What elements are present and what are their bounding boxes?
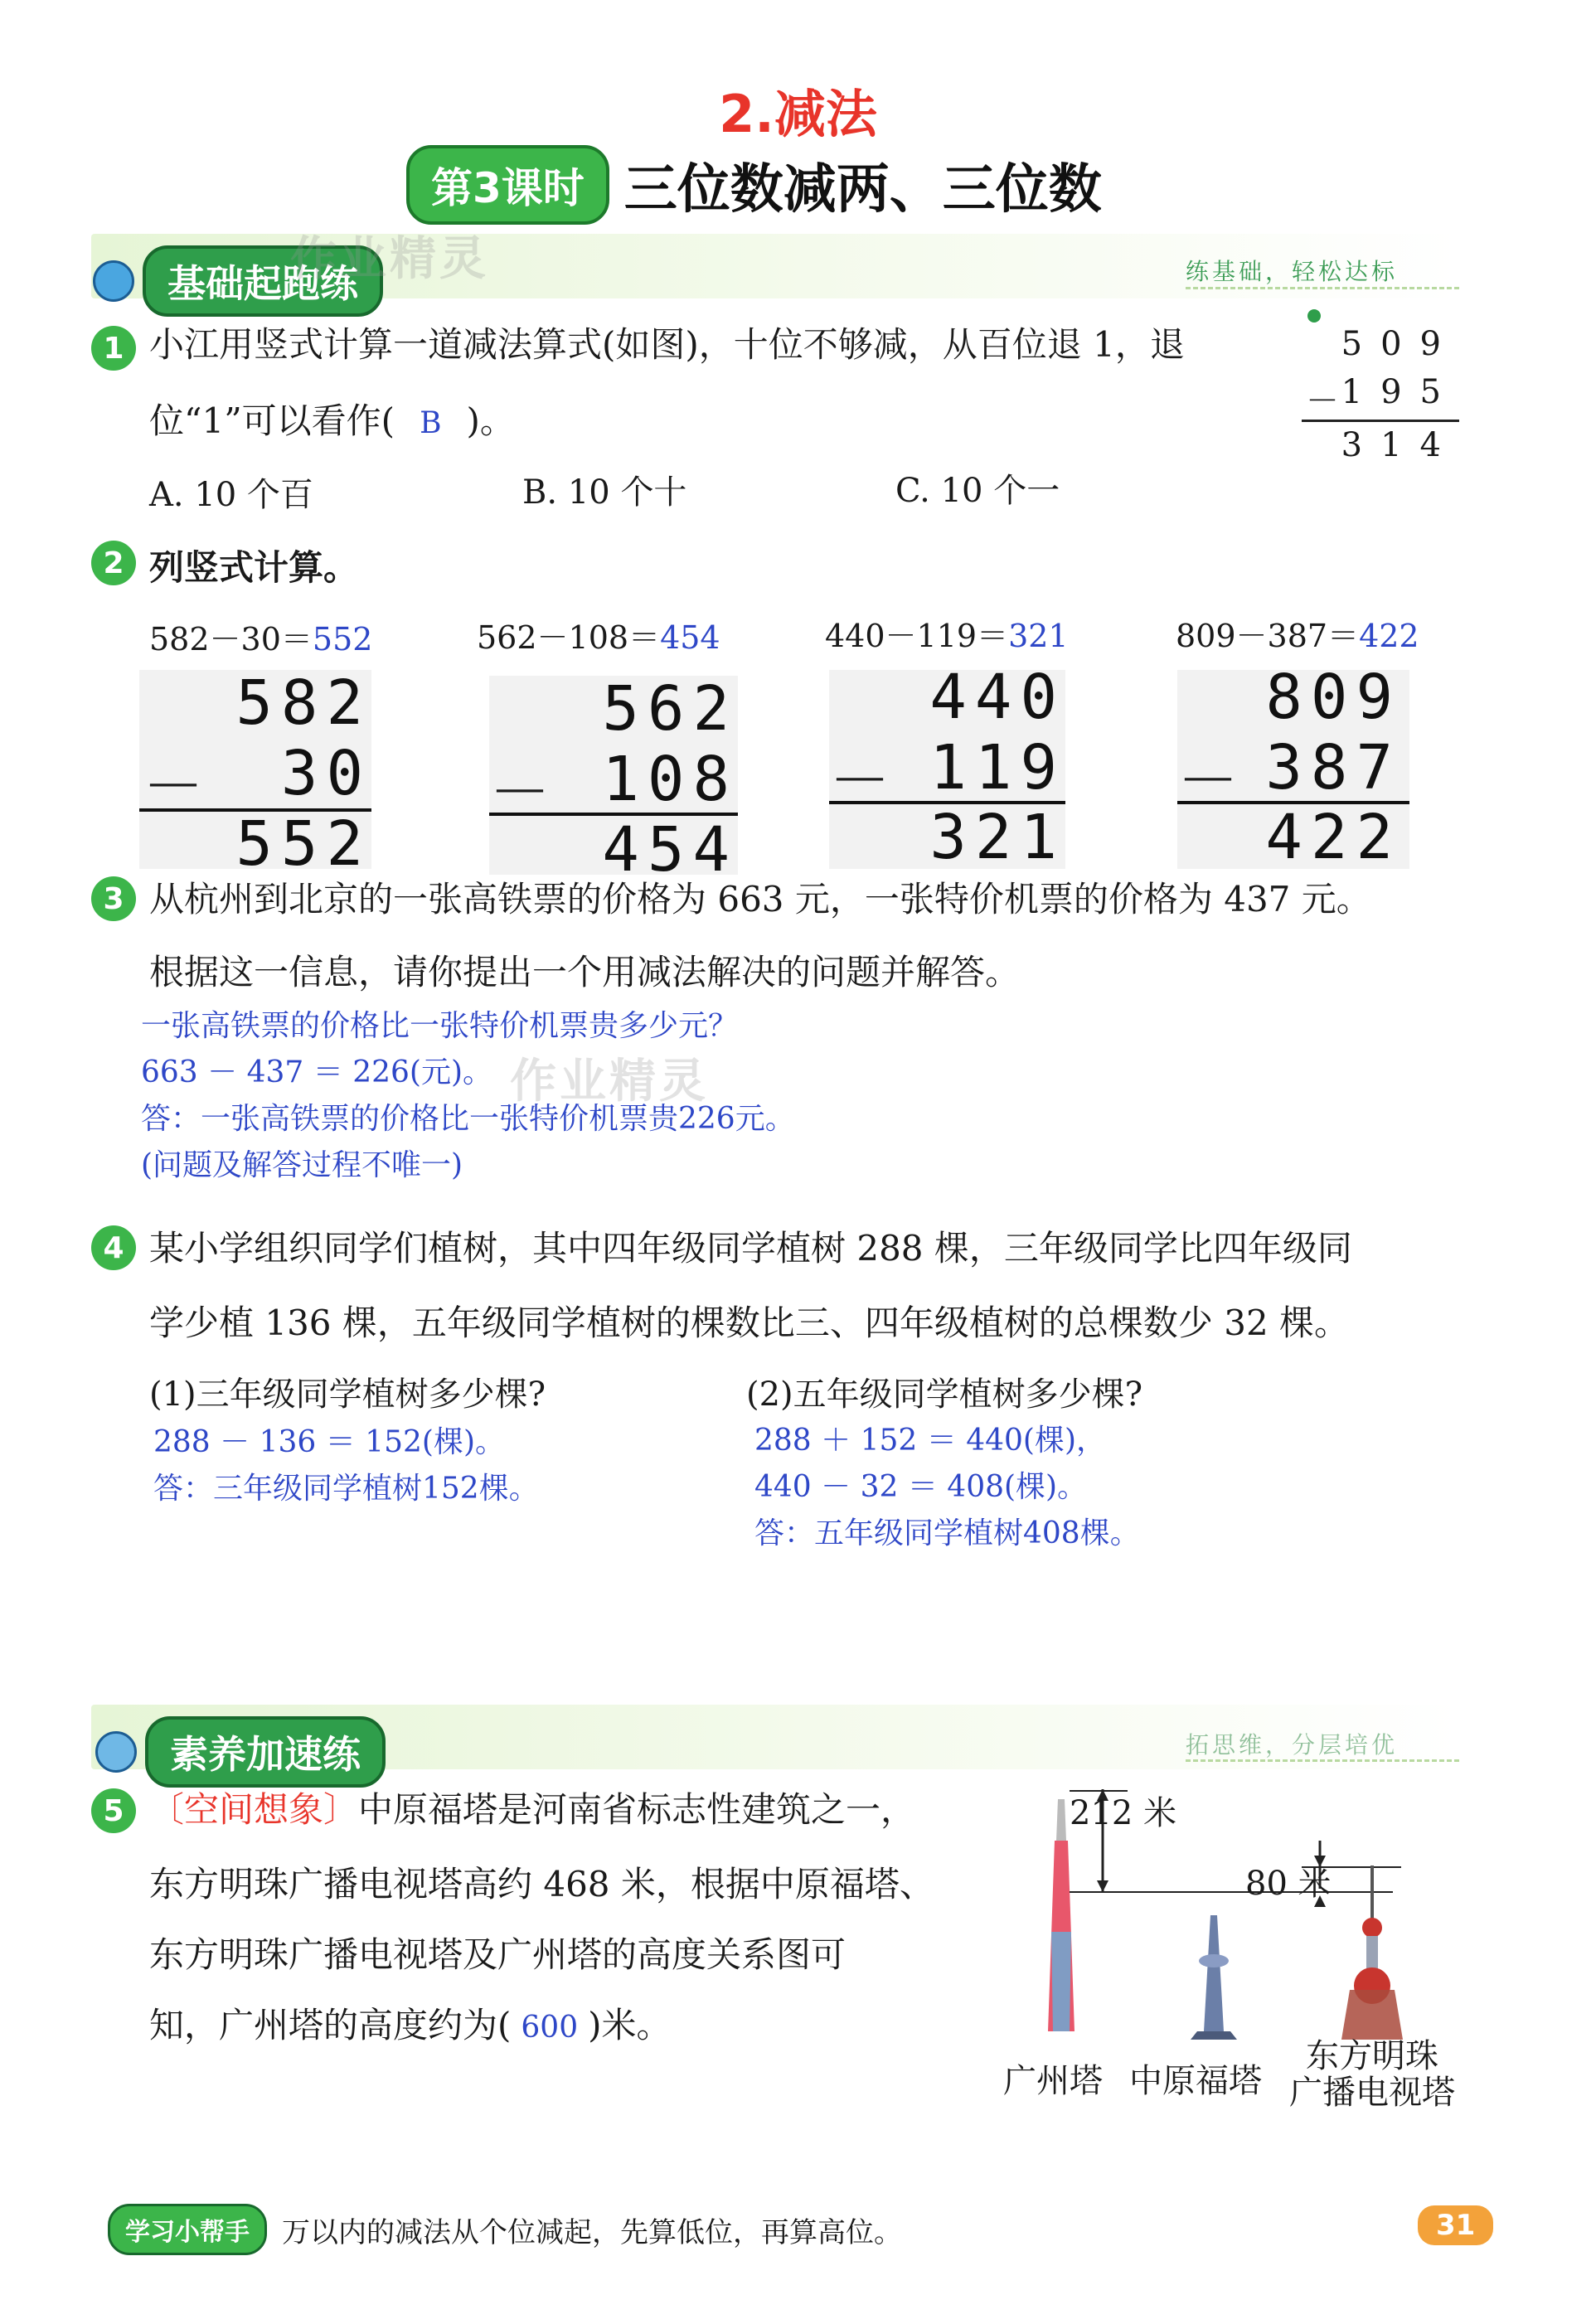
q1-vertical-sub: 195 xyxy=(1341,373,1459,411)
q2-vertical-1-top: 582 xyxy=(235,667,371,739)
q5-answer: 600 xyxy=(521,2011,579,2045)
footer-tip xyxy=(108,2204,902,2255)
q2-expr-1-answer: 552 xyxy=(312,621,373,657)
q4-answer2-equation1: 288 ＋ 152 ＝ 440(棵)， xyxy=(754,1424,1107,1458)
q2-vertical-1-minus: － xyxy=(143,751,204,822)
q4-line2: 学少植 136 棵，五年级同学植树的棵数比三、四年级植树的总棵数少 32 棵。 xyxy=(149,1303,1350,1343)
q2-expr-3 xyxy=(825,610,1069,656)
lesson-header xyxy=(406,145,1102,225)
section-basic-note: 练基础，轻松达标 xyxy=(1186,258,1399,285)
question-number-1: 1 xyxy=(91,326,136,371)
plane-icon xyxy=(95,1731,137,1773)
pearl-tower-top-ball xyxy=(1362,1918,1382,1938)
q2-vertical-3-minus: － xyxy=(829,745,890,817)
rocket-icon xyxy=(93,260,134,302)
q2-expr-4 xyxy=(1176,610,1419,656)
q5-tag: 〔空间想象〕 xyxy=(149,1789,359,1830)
q1-line2 xyxy=(149,383,1293,462)
q2-expr-2-text: 562－108＝ xyxy=(477,619,661,656)
q1-option-b: B. 10 个十 xyxy=(522,473,687,512)
q1-answer: B xyxy=(420,406,442,440)
label-pearl-tower xyxy=(1289,2038,1455,2111)
chapter-title: 2.减法 xyxy=(719,84,877,144)
zhongyuan-tower-pod xyxy=(1199,1954,1229,1967)
q5-line4-post: )米。 xyxy=(588,2005,672,2045)
q1-line1: 小江用竖式计算一道减法算式(如图)，十位不够减，从百位退 1，退 xyxy=(149,324,1185,365)
q4-sub1: (1)三年级同学植树多少棵? xyxy=(149,1375,546,1414)
q2-vertical-2-sub: 108 xyxy=(602,744,738,815)
divider xyxy=(1186,287,1459,289)
q2-title: 列竖式计算。 xyxy=(149,547,359,588)
q5-line1 xyxy=(149,1783,915,1832)
footer-badge: 学习小帮手 xyxy=(108,2204,267,2255)
canton-tower-spire xyxy=(1056,1799,1066,1841)
q4-answer2-sentence: 答：五年级同学植树408棵。 xyxy=(754,1516,1140,1550)
q2-vertical-3-top: 440 xyxy=(929,662,1065,733)
zhongyuan-tower-icon xyxy=(1204,1915,1224,2031)
q2-vertical-4-result: 422 xyxy=(1265,802,1401,873)
q1-line2-post: )。 xyxy=(466,400,515,441)
q1-line2-pre: 位“1”可以看作( xyxy=(149,400,395,441)
section-advanced-label: 素养加速练 xyxy=(145,1716,386,1788)
q1-text xyxy=(149,307,1293,462)
page-number: 31 xyxy=(1418,2205,1493,2245)
q3-answer-question: 一张高铁票的价格比一张特价机票贵多少元？ xyxy=(141,1009,739,1043)
question-number-5: 5 xyxy=(91,1788,136,1833)
q3-answer-sentence: 答：一张高铁票的价格比一张特价机票贵226元。 xyxy=(141,1102,795,1136)
q2-vertical-4-sub: 387 xyxy=(1265,732,1401,803)
q2-vertical-3-result: 321 xyxy=(929,802,1065,873)
q2-expr-3-answer: 321 xyxy=(1008,618,1069,654)
label-pearl-tower-line2: 广播电视塔 xyxy=(1289,2074,1455,2112)
label-canton-tower: 广州塔 xyxy=(1003,2062,1103,2100)
q5-line1-text: 中原福塔是河南省标志性建筑之一， xyxy=(358,1789,916,1830)
canton-tower-body xyxy=(1051,1932,1071,2031)
q3-answer-equation: 663 － 437 ＝ 226(元)。 xyxy=(141,1055,493,1089)
label-80-meters: 80 米 xyxy=(1245,1865,1332,1903)
q2-vertical-1-result: 552 xyxy=(235,808,371,880)
watermark: 作业精灵 xyxy=(510,1055,709,1109)
q1-vertical-top: 509 xyxy=(1341,325,1459,363)
label-zhongyuan-tower: 中原福塔 xyxy=(1129,2062,1262,2100)
q5-line4 xyxy=(149,1998,672,2048)
q5-line3: 东方明珠广播电视塔及广州塔的高度关系图可 xyxy=(149,1934,847,1975)
q4-answer1-sentence: 答：三年级同学植树152棵。 xyxy=(153,1472,539,1506)
q1-option-c: C. 10 个一 xyxy=(895,472,1060,510)
q2-vertical-1-sub: 30 xyxy=(280,738,371,809)
footer-tip-text: 万以内的减法从个位减起，先算低位，再算高位。 xyxy=(282,2215,902,2249)
q2-expr-4-answer: 422 xyxy=(1359,618,1419,654)
q3-line2: 根据这一信息，请你提出一个用减法解决的问题并解答。 xyxy=(149,952,1021,992)
pearl-tower-base xyxy=(1341,1990,1403,2040)
q2-vertical-4-top: 809 xyxy=(1265,662,1401,733)
q4-answer2-equation2: 440 － 32 ＝ 408(棵)。 xyxy=(754,1470,1088,1504)
arrow-head-down xyxy=(1097,1880,1108,1892)
q3-answer-note: (问题及解答过程不唯一) xyxy=(141,1148,463,1182)
q2-vertical-2-top: 562 xyxy=(602,673,738,745)
section-advanced-header xyxy=(95,1716,386,1788)
question-number-3: 3 xyxy=(91,876,136,921)
lesson-title: 三位数减两、三位数 xyxy=(623,159,1102,221)
label-pearl-tower-line1: 东方明珠 xyxy=(1306,2037,1438,2075)
q2-expr-1-text: 582－30＝ xyxy=(149,621,313,657)
lesson-badge: 第3课时 xyxy=(406,145,609,225)
q1-vertical-result: 314 xyxy=(1341,426,1459,464)
q2-expr-2 xyxy=(477,612,720,657)
q4-sub2: (2)五年级同学植树多少棵? xyxy=(746,1375,1143,1414)
zhongyuan-tower-base xyxy=(1191,2031,1237,2040)
question-number-2: 2 xyxy=(91,541,136,585)
q1-option-a: A. 10 个百 xyxy=(149,476,313,514)
q5-line4-pre: 知，广州塔的高度约为( xyxy=(149,2005,512,2045)
q2-vertical-3-sub: 119 xyxy=(929,732,1065,803)
q4-answer1-equation: 288 － 136 ＝ 152(棵)。 xyxy=(153,1425,506,1459)
q2-vertical-2-result: 454 xyxy=(602,814,738,885)
q3-line1: 从杭州到北京的一张高铁票的价格为 663 元，一张特价机票的价格为 437 元。 xyxy=(149,879,1371,919)
divider xyxy=(1186,1759,1459,1762)
q2-vertical-4-minus: － xyxy=(1177,745,1239,817)
question-number-4: 4 xyxy=(91,1225,136,1270)
q2-expr-1 xyxy=(149,614,372,659)
q4-line1: 某小学组织同学们植树，其中四年级同学植树 288 棵，三年级同学比四年级同 xyxy=(149,1228,1352,1269)
section-advanced-note: 拓思维，分层培优 xyxy=(1186,1731,1399,1759)
q4-answer2-block xyxy=(754,1418,1140,1557)
q2-expr-2-answer: 454 xyxy=(660,619,720,656)
q2-expr-4-text: 809－387＝ xyxy=(1176,618,1360,654)
q2-expr-3-text: 440－119＝ xyxy=(825,618,1009,654)
section-basic-label: 基础起跑练 xyxy=(143,245,383,317)
label-212-meters: 212 米 xyxy=(1070,1794,1177,1832)
q1-minus-sign: － xyxy=(1306,382,1339,420)
q5-line2: 东方明珠广播电视塔高约 468 米，根据中原福塔、 xyxy=(149,1864,934,1904)
borrow-dot-icon xyxy=(1307,309,1321,323)
watermark: 作业精灵 xyxy=(290,232,489,286)
q1-vertical-line xyxy=(1302,420,1459,422)
q4-answer1-block xyxy=(153,1419,539,1512)
q2-vertical-2-minus: － xyxy=(489,757,551,828)
